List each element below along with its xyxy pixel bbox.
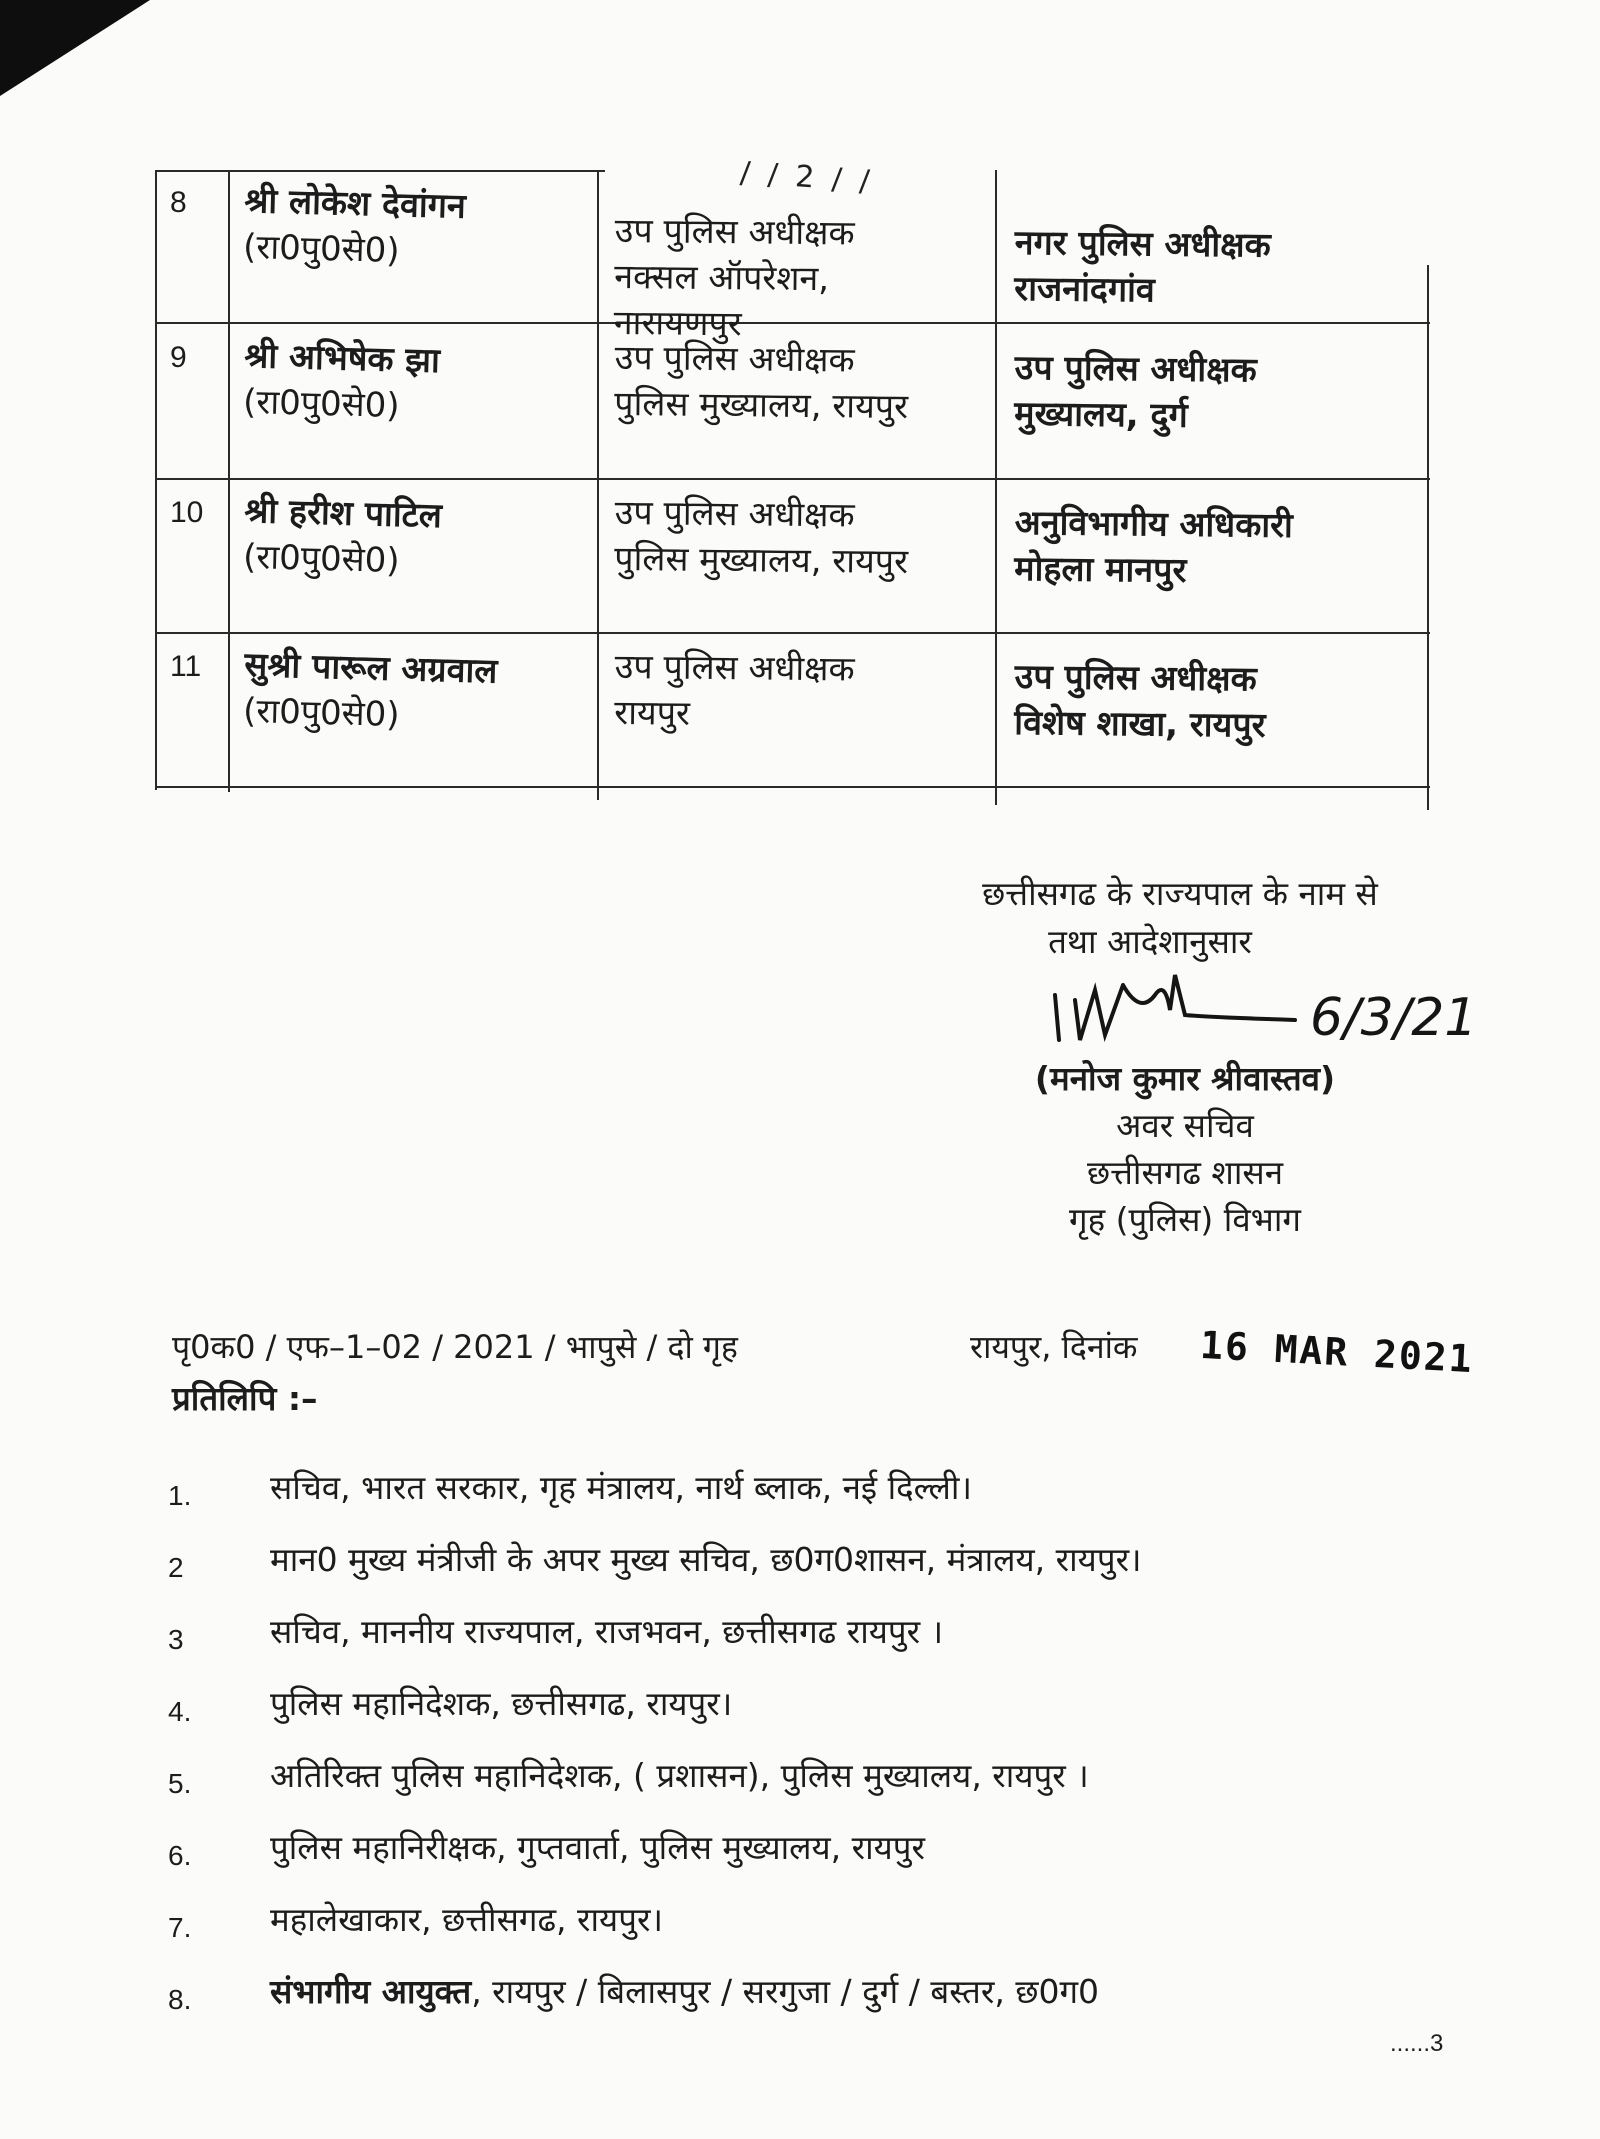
current-posting: उप पुलिस अधीक्षक नक्सल ऑपरेशन, नारायणपुर	[613, 210, 855, 345]
reference-number: पृ0क0 / एफ–1–02 / 2021 / भापुसे / दो गृह	[172, 1328, 738, 1366]
list-item-text: सचिव, माननीय राज्यपाल, राजभवन, छत्तीसगढ रायपुर ।	[270, 1612, 944, 1651]
officer-name: श्री हरीश पाटिल (रा0पु0से0)	[242, 490, 443, 582]
table-row	[155, 170, 1430, 345]
list-item-number: 7.	[168, 1912, 192, 1943]
list-item-number: 1.	[168, 1480, 192, 1511]
list-item	[160, 1820, 1410, 1892]
copy-recipients-list	[160, 1460, 1410, 2036]
list-item-text: सचिव, भारत सरकार, गृह मंत्रालय, नार्थ ब्लाक, नई दिल्ली।	[270, 1468, 972, 1507]
place-date-label: रायपुर, दिनांक	[970, 1328, 1138, 1366]
page-number-marker: / / 2 / /	[738, 155, 875, 200]
list-item-number: 6.	[168, 1840, 192, 1871]
table-row	[155, 480, 1430, 630]
signatory-name: (मनोज कुमार श्रीवास्तव)	[1034, 1059, 1336, 1098]
list-item-number: 4.	[168, 1696, 192, 1727]
list-item	[160, 1748, 1410, 1820]
list-item-text: संभागीय आयुक्त, रायपुर / बिलासपुर / सरगुजा / दुर्ग / बस्तर, छ0ग0	[270, 1972, 1100, 2011]
list-item-number: 2	[168, 1552, 184, 1583]
officer-name: श्री लोकेश देवांगन (रा0पु0से0)	[242, 180, 467, 272]
row-number: 9	[170, 341, 187, 374]
list-item	[160, 1964, 1410, 2036]
copy-heading: प्रतिलिपि :–	[172, 1379, 318, 1418]
scan-corner-shadow	[0, 0, 150, 96]
row-number: 10	[170, 496, 204, 529]
list-item-text: पुलिस महानिरीक्षक, गुप्तवार्ता, पुलिस मुख्यालय, रायपुर	[270, 1828, 926, 1867]
authority-line-1: छत्तीसगढ के राज्यपाल के नाम से	[982, 874, 1378, 913]
signatory-department: गृह (पुलिस) विभाग	[1068, 1200, 1302, 1239]
new-posting: उप पुलिस अधीक्षक मुख्यालय, दुर्ग	[1014, 347, 1257, 436]
row-number: 8	[170, 186, 187, 219]
current-posting: उप पुलिस अधीक्षक रायपुर	[614, 646, 855, 734]
signature-date: 6/3/21	[1310, 988, 1478, 1048]
list-item	[160, 1892, 1410, 1964]
table-row	[155, 325, 1430, 475]
new-posting: नगर पुलिस अधीक्षक राजनांदगांव	[1014, 222, 1271, 311]
table-row	[155, 634, 1430, 784]
list-item-number: 5.	[168, 1768, 192, 1799]
list-item-text: पुलिस महानिदेशक, छत्तीसगढ, रायपुर।	[270, 1684, 733, 1723]
date-stamp: 16 MAR 2021	[1199, 1322, 1475, 1382]
list-item-text: मान0 मुख्य मंत्रीजी के अपर मुख्य सचिव, छ0ग0शासन, मंत्रालय, रायपुर।	[270, 1540, 1142, 1579]
row-number: 11	[170, 650, 202, 683]
list-item	[160, 1532, 1410, 1604]
current-posting: उप पुलिस अधीक्षक पुलिस मुख्यालय, रायपुर	[614, 492, 909, 583]
list-item-number: 8.	[168, 1984, 192, 2015]
signatory-block	[955, 1055, 1415, 1243]
signatory-designation: अवर सचिव	[1116, 1106, 1254, 1145]
authority-line-2: तथा आदेशानुसार	[1048, 922, 1252, 961]
table-rule-bottom	[155, 786, 1430, 788]
officer-name: श्री अभिषेक झा (रा0पु0से0)	[242, 335, 441, 427]
list-item-text: अतिरिक्त पुलिस महानिदेशक, ( प्रशासन), पुलिस मुख्यालय, रायपुर ।	[270, 1756, 1089, 1795]
signatory-government: छत्तीसगढ शासन	[1086, 1153, 1284, 1192]
list-item	[160, 1460, 1410, 1532]
next-page-marker: ......3	[1390, 2030, 1444, 2057]
authority-line	[900, 870, 1460, 966]
list-item-number: 3	[168, 1624, 184, 1655]
current-posting: उप पुलिस अधीक्षक पुलिस मुख्यालय, रायपुर	[614, 337, 909, 428]
handwritten-signature	[1045, 955, 1485, 1065]
officer-name: सुश्री पारूल अग्रवाल (रा0पु0से0)	[242, 644, 498, 736]
new-posting: उप पुलिस अधीक्षक विशेष शाखा, रायपुर	[1014, 656, 1266, 746]
transfer-table	[155, 170, 1430, 810]
list-item-text: महालेखाकार, छत्तीसगढ, रायपुर।	[270, 1900, 663, 1939]
list-item	[160, 1604, 1410, 1676]
list-item	[160, 1676, 1410, 1748]
new-posting: अनुविभागीय अधिकारी मोहला मानपुर	[1014, 502, 1294, 591]
